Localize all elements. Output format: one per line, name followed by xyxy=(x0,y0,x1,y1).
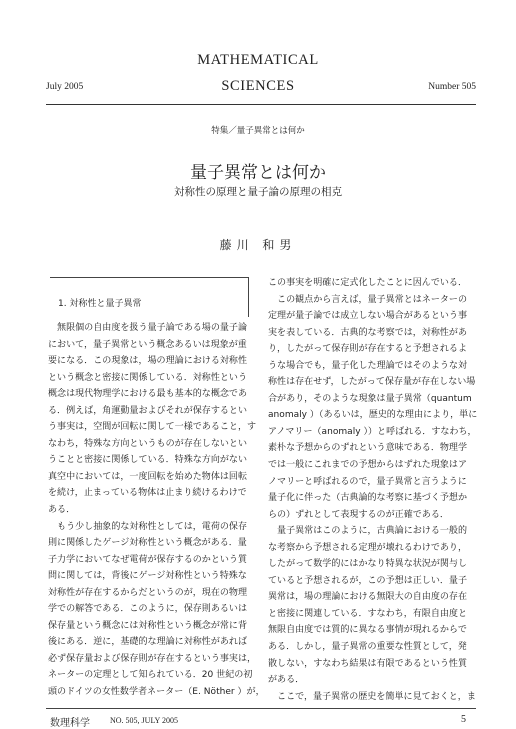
feature-label: 特集／量子異常とは何か xyxy=(211,126,305,136)
text-line: 学での解答である．このように，保存則あるいは xyxy=(48,604,248,615)
text-line: 無限自由度では質的に異なる事情が現れるからで xyxy=(268,625,467,636)
article-subtitle: 対称性の原理と量子論の原理の相克 xyxy=(174,186,342,198)
text-line: この観点から言えば，量子異常とはネーターの xyxy=(268,294,468,305)
text-line: なわち，特殊な方向というものが存在しないとい xyxy=(48,438,248,449)
text-line: 散しない，すなわち結果は有限であるという性質 xyxy=(268,658,468,669)
magazine-title-line1: MATHEMATICAL xyxy=(197,52,319,68)
text-line: る．例えば，角運動量およびそれが保存するとい xyxy=(48,405,248,416)
text-line: 素朴な予想からのずれという意味である．物理学 xyxy=(268,443,468,454)
issue-date: July 2005 xyxy=(46,82,84,92)
footer-journal-name: 数理科学 xyxy=(50,718,90,729)
text-line: な考察から予想される定理が壊れるわけであり， xyxy=(268,542,468,553)
text-line: と密接に関連している．すなわち，有限自由度と xyxy=(268,608,468,619)
text-line: 頭のドイツの女性数学者ネーター（E. Nöther ）が， xyxy=(48,687,265,698)
text-line: ここで，量子異常の歴史を簡単に見ておくと，ま xyxy=(268,691,476,702)
page-number: 5 xyxy=(461,714,466,725)
text-line: 概念は現代物理学における最も基本的な概念であ xyxy=(48,389,248,400)
text-line: 後にある．逆に，基礎的な理論に対称性があれば xyxy=(48,637,248,648)
text-line: 問に関しては，背後にゲージ対称性という特殊な xyxy=(48,571,247,582)
footer-issue: NO. 505, JULY 2005 xyxy=(110,716,179,725)
text-line: 異常は，場の理論における無限大の自由度の存在 xyxy=(268,592,468,603)
text-line: 量子異常はこのように，古典論における一般的 xyxy=(268,526,468,537)
text-line: 定理が量子論では成立しない場合があるという事 xyxy=(268,311,468,322)
text-line: 子力学においてなぜ電荷が保存するのかという質 xyxy=(48,554,248,565)
text-line: この事実を明確に定式化したことに因んでいる． xyxy=(268,278,468,288)
text-line: う事実は，空間が回転に関して一様であること，す xyxy=(48,422,257,433)
text-line: を続け，止まっている物体は止まり続けるわけで xyxy=(48,488,247,499)
issue-number: Number 505 xyxy=(428,82,476,92)
text-line: において，量子異常という概念あるいは現象が重 xyxy=(48,339,247,350)
section-heading: 1. 対称性と量子異常 xyxy=(58,299,142,309)
text-line: 対称性が存在するからだというのが，現在の物理 xyxy=(48,587,248,598)
text-line: 無限個の自由度を扱う量子論である場の量子論 xyxy=(48,323,248,333)
text-line: 合があり，そのような現象は量子異常（quantum xyxy=(268,393,472,404)
text-line: ノマリーと呼ばれるので，量子異常と言うように xyxy=(268,476,467,487)
text-line: 真空中においては，一度回転を始めた物体は回転 xyxy=(48,471,248,482)
section-box-side-rule xyxy=(248,277,249,317)
text-line: うな場合でも，量子化した理論ではそのような対 xyxy=(268,360,468,371)
text-line: らの）ずれとして表現するのが正確である． xyxy=(268,509,449,520)
text-line: ある．しかし，量子異常の重要な性質として，発 xyxy=(268,642,467,653)
text-line: ネーターの定理として知られている．20 世紀の初 xyxy=(48,670,253,681)
text-line: 称性は存在せず，したがって保存量が存在しない場 xyxy=(268,377,476,388)
article-title: 量子異常とは何か xyxy=(190,163,326,183)
right-column xyxy=(268,275,476,705)
footer-rule xyxy=(46,708,476,709)
text-line: 必ず保存量および保存則が存在するという事実は， xyxy=(48,653,257,664)
text-line: anomaly ）（あるいは，歴史的な理由により，単に xyxy=(268,410,478,421)
text-line: 要になる．この現象は，場の理論における対称性 xyxy=(48,356,248,367)
text-line: 保存量という概念には対称性という概念が常に背 xyxy=(48,620,248,631)
section-box-top-rule xyxy=(50,277,248,278)
text-line: ある． xyxy=(48,505,76,516)
header-rule xyxy=(46,104,476,105)
text-line: がある． xyxy=(268,675,305,686)
text-line: うことと密接に関係している．特殊な方向がない xyxy=(48,455,248,466)
magazine-title-line2: SCIENCES xyxy=(221,78,295,94)
left-column xyxy=(48,320,265,701)
text-line: もう少し抽象的な対称性としては，電荷の保存 xyxy=(48,521,248,532)
text-line: ていると予想されるが，この予想は正しい．量子 xyxy=(268,575,468,586)
text-line: 則に関係したゲージ対称性という概念がある．量 xyxy=(48,538,247,549)
text-line: という概念と密接に関係している．対称性という xyxy=(48,372,248,383)
text-line: 実を表している．古典的な考察では，対称性があ xyxy=(268,327,468,338)
text-line: 量子化に伴った（古典論的な考察に基づく予想か xyxy=(268,493,468,504)
text-line: では一般にこれまでの予想からはずれた現象はア xyxy=(268,460,468,471)
article-author: 藤川 和男 xyxy=(219,238,297,252)
text-line: したがって数学的にはかなり特異な状況が関与し xyxy=(268,559,468,570)
text-line: り，したがって保存則が存在すると予想されるよ xyxy=(268,344,468,355)
text-line: アノマリー（anomaly ））と呼ばれる．すなわち， xyxy=(268,426,477,437)
